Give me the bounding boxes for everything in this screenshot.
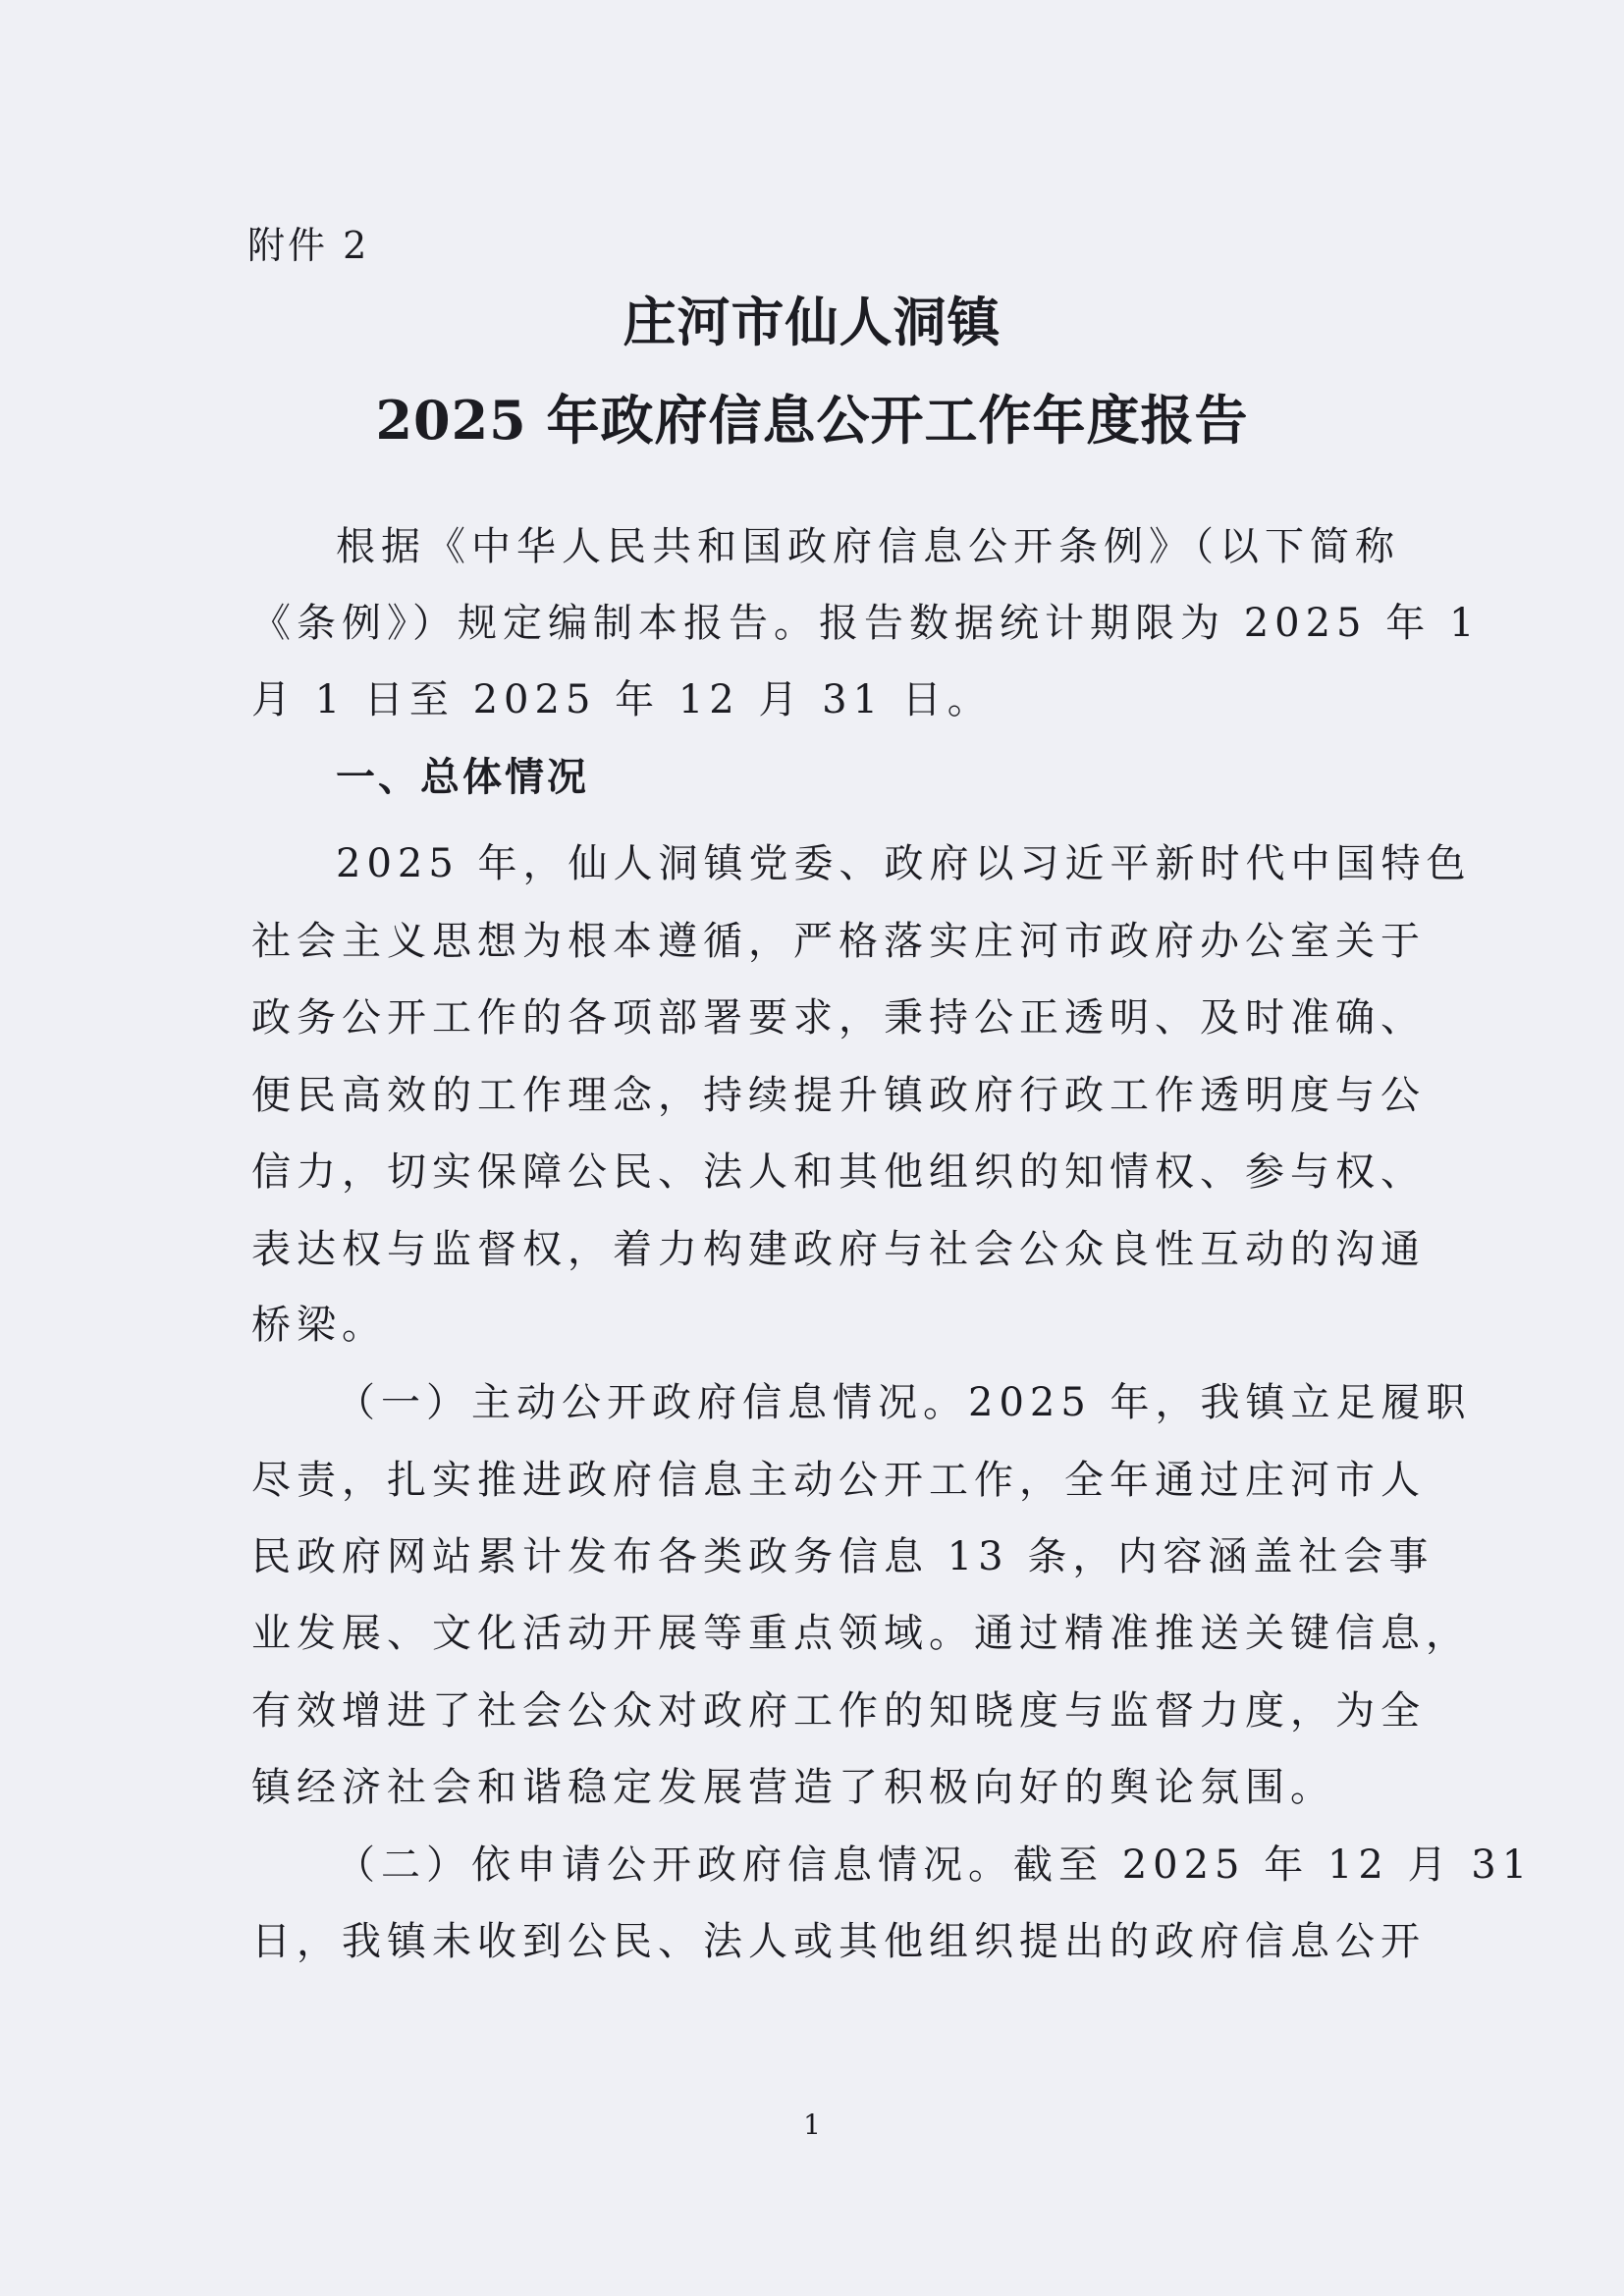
body-line-9: 信力，切实保障公民、法人和其他组织的知情权、参与权、 [251,1149,1426,1195]
body-line-13: 尽责，扎实推进政府信息主动公开工作，全年通过庄河市人 [251,1458,1426,1503]
body-line-17: 镇经济社会和谐稳定发展营造了积极向好的舆论氛围。 [251,1765,1335,1810]
body-line-1: 根据《中华人民共和国政府信息公开条例》（以下简称 [336,524,1400,569]
body-line-15: 业发展、文化活动开展等重点领域。通过精准推送关键信息， [251,1611,1471,1656]
section-heading-overview: 一、总体情况 [336,755,589,800]
body-line-8: 便民高效的工作理念，持续提升镇政府行政工作透明度与公 [251,1073,1426,1118]
body-line-7: 政务公开工作的各项部署要求，秉持公正透明、及时准确、 [251,995,1426,1041]
body-line-6: 社会主义思想为根本遵循，严格落实庄河市政府办公室关于 [251,919,1426,964]
body-line-5: 2025 年，仙人洞镇党委、政府以习近平新时代中国特色 [336,841,1472,886]
body-line-11: 桥梁。 [251,1303,387,1348]
report-title-line-2: 2025 年政府信息公开工作年度报告 [375,389,1249,452]
body-line-16: 有效增进了社会公众对政府工作的知晓度与监督力度，为全 [251,1688,1426,1734]
body-line-19: 日，我镇未收到公民、法人或其他组织提出的政府信息公开 [251,1919,1426,1964]
body-line-18: （二）依申请公开政府信息情况。截至 2025 年 12 月 31 [336,1842,1534,1888]
body-line-2: 《条例》）规定编制本报告。报告数据统计期限为 2025 年 1 [251,601,1481,646]
body-line-10: 表达权与监督权，着力构建政府与社会公众良性互动的沟通 [251,1227,1426,1272]
body-line-12: （一）主动公开政府信息情况。2025 年，我镇立足履职 [336,1380,1472,1425]
body-line-3: 月 1 日至 2025 年 12 月 31 日。 [251,677,993,722]
body-line-14: 民政府网站累计发布各类政务信息 13 条，内容涵盖社会事 [251,1534,1435,1579]
report-title-line-1: 庄河市仙人洞镇 [623,291,1001,353]
page-number: 1 [803,2109,821,2141]
attachment-label: 附件 2 [247,224,370,267]
